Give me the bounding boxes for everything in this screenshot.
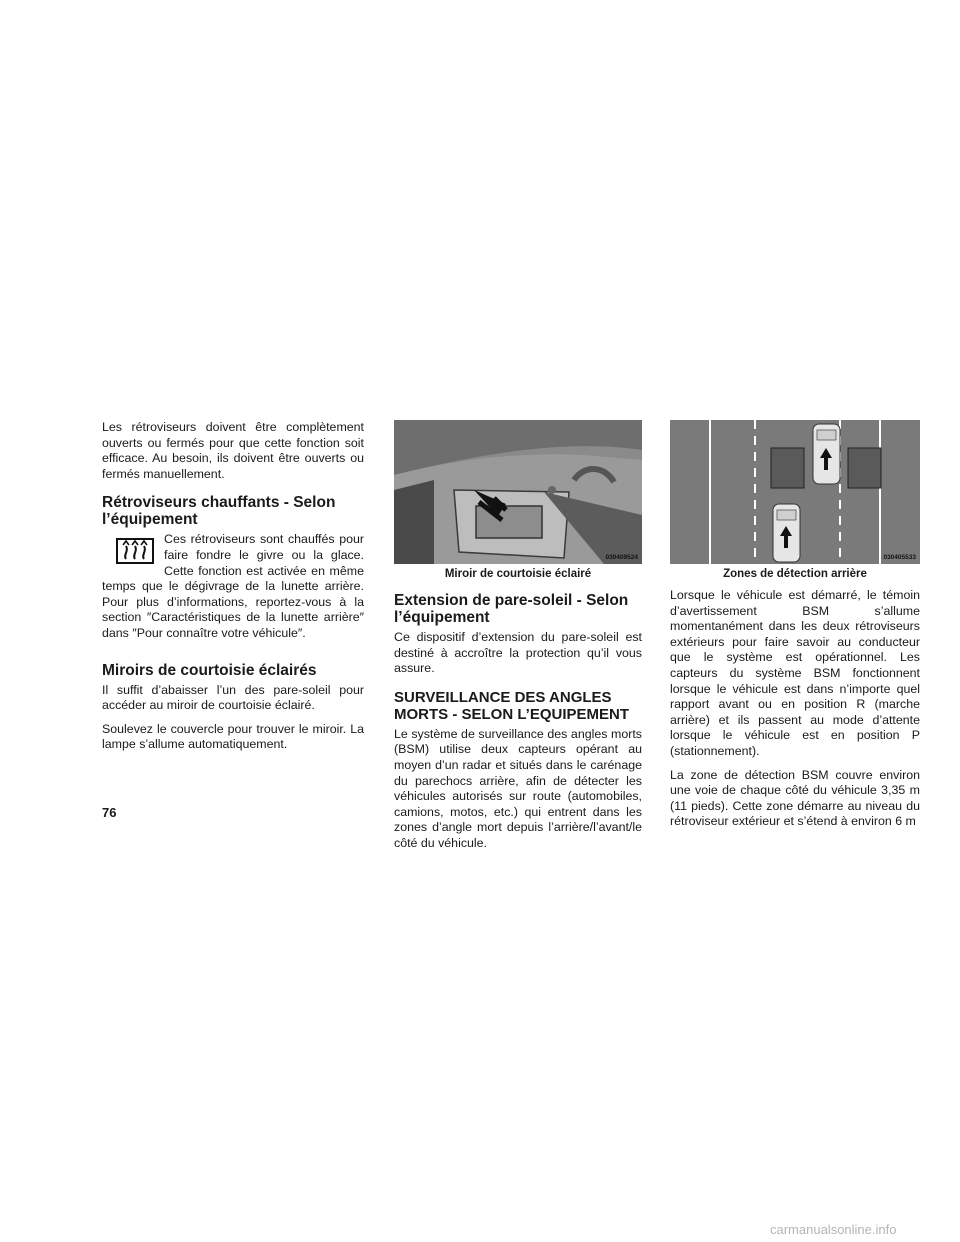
- page-number: 76: [102, 805, 117, 820]
- blind-spot-text: Le système de surveillance des angles morts (BSM) utilise deux capteurs opérant au moyen d’un radar et situés dans le carénage du parechocs arrière, afin de détecter les véhicules autorisés sur route (automobiles, camions, motos, etc.) qui entrent dans les zones d’angle mort depuis l’arrière/l’avant/le côté du véhicule.: [394, 726, 642, 850]
- column-right: [670, 420, 920, 838]
- detection-zones-figure: [670, 420, 920, 564]
- heated-mirrors-text: Ces rétroviseurs sont chauffés pour faire fondre le givre ou la glace. Cette fonction est activée en même temps que le dégivrage de la lunette arrière. Pour plus d’informations, reportez-vous à la section ″Caractéristiques de la lunette arrière″ dans ″Pour connaître votre véhicule″.: [102, 532, 364, 640]
- heated-mirrors-block: [102, 532, 364, 649]
- watermark: carmanualsonline.info: [770, 1222, 897, 1237]
- figure-code: 030409524: [605, 554, 638, 561]
- sunvisor-extension-heading: Extension de pare-soleil - Selon l’équipement: [394, 592, 629, 626]
- column-left: [102, 420, 364, 761]
- vanity-mirror-figure: [394, 420, 642, 564]
- vanity-paragraph-1: Il suffit d’abaisser l’un des pare-soleil pour accéder au miroir de courtoisie éclairé.: [102, 682, 364, 713]
- vanity-mirrors-heading: Miroirs de courtoisie éclairés: [102, 661, 317, 679]
- sunvisor-extension-text: Ce dispositif d’extension du pare-soleil est destiné à accroître la protection qu’il vous assure.: [394, 630, 642, 676]
- bsm-startup-paragraph: Lorsque le véhicule est démarré, le témoin d’avertissement BSM s’allume momentanément dans les deux rétroviseurs extérieurs pour faire savoir au conducteur que le système est opérationnel. Les capteurs du système BSM fonctionnent lorsque le véhicule est dans n’importe quel rapport avant ou en position R (marche arrière) et ils passent au mode d’attente lorsque le véhicule est en position P (stationnement).: [670, 588, 920, 758]
- detection-zones-diagram: [670, 420, 920, 564]
- bsm-zone-paragraph: La zone de détection BSM couvre environ une voie de chaque côté du véhicule 3,35 m (11 pieds). Cette zone démarre au niveau du rétroviseur extérieur et s’étend à environ 6 m: [670, 767, 920, 829]
- intro-paragraph: Les rétroviseurs doivent être complètement ouverts ou fermés pour que cette fonction soit efficace. Au besoin, ils doivent être ouverts ou fermés manuellement.: [102, 420, 364, 481]
- blind-spot-heading: SURVEILLANCE DES ANGLES MORTS - SELON L’EQUIPEMENT: [394, 688, 630, 723]
- vanity-paragraph-2: Soulevez le couvercle pour trouver le miroir. La lampe s’allume automatiquement.: [102, 721, 364, 752]
- rear-defrost-icon: [116, 538, 154, 564]
- figure-caption: Miroir de courtoisie éclairé: [444, 568, 592, 580]
- sun-visor-illustration: [394, 420, 642, 564]
- figure-caption: Zones de détection arrière: [723, 568, 867, 580]
- heated-mirrors-heading: Rétroviseurs chauffants - Selon l’équipement: [102, 494, 336, 529]
- column-middle: [394, 420, 642, 860]
- figure-code: 030405533: [883, 554, 916, 561]
